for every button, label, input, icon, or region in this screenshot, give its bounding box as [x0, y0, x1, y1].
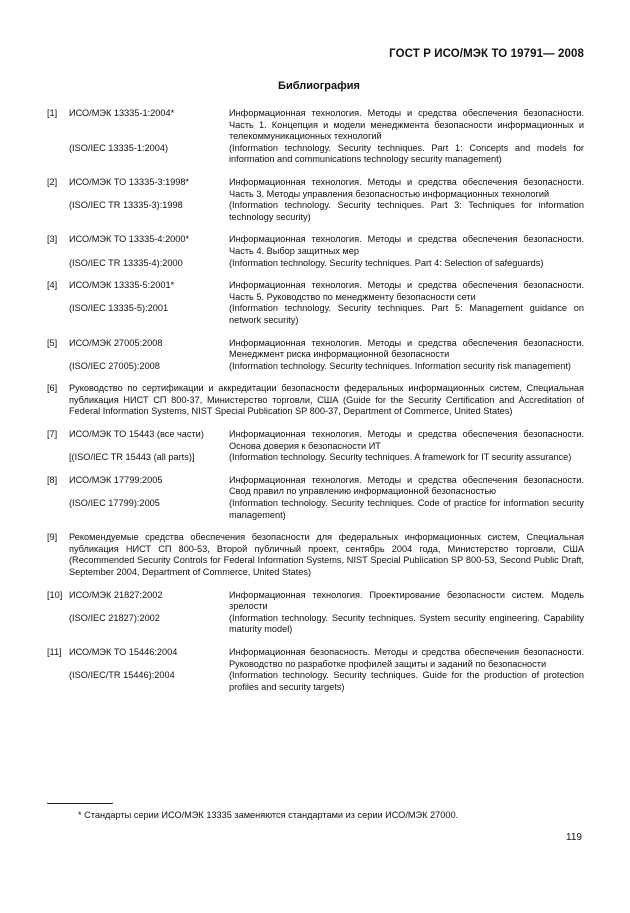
bib-entry-1: [47, 108, 584, 166]
bib-row: [47, 338, 584, 361]
standard-title: Информационная технология. Методы и средства обеспечения безопасности. Менеджмент риска информационной безопасности: [229, 337, 584, 360]
standard-title: Информационная технология. Методы и средства обеспечения безопасности. Свод правил по управлению информационной безопасностью: [229, 474, 584, 497]
bib-entry-3: [47, 234, 584, 269]
bib-row: [47, 143, 584, 166]
bib-row: [47, 108, 584, 143]
standard-title: Информационная технология. Методы и средства обеспечения безопасности. Часть 3. Методы управления безопасностью информационных технологий: [229, 176, 584, 199]
bib-row: [47, 613, 584, 636]
standard-code: ИСО/МЭК 13335-5:2001*: [69, 280, 175, 291]
standard-code: ИСО/МЭК ТО 13335-4:2000*: [69, 234, 190, 245]
entry-number: [2]: [47, 176, 58, 187]
bib-entry-2: [47, 177, 584, 223]
bib-row: [47, 429, 584, 452]
entry-number: [6]: [47, 383, 58, 394]
bibliography-title: Библиография: [278, 80, 360, 92]
bibliography-list: [47, 108, 584, 704]
standard-title: (Information technology. Security techniques. A framework for IT security assurance): [229, 452, 572, 463]
bib-entry-6: [47, 383, 584, 418]
reference-text: Руководство по сертификации и аккредитации безопасности федеральных информационных систем, Специальная публикация НИСТ СП 800-37, Министерство торговли, США (Guide for the Security Certification and Accreditation of Federal Information Systems, NIST Special Publication SP 800-37, Department of Commerce, United States): [69, 383, 584, 417]
bib-entry-9: [47, 532, 584, 578]
standard-title: (Information technology. Security techniques. Part 5: Management guidance on network security): [229, 303, 584, 325]
standard-title: (Information technology. Security techniques. Part 1: Concepts and models for information and communications technology security management): [229, 142, 584, 165]
standard-title: Информационная технология. Методы и средства обеспечения безопасности. Часть 5. Руководство по менеджменту безопасности сети: [229, 280, 584, 302]
standard-code: ИСО/МЭК 21827:2002: [69, 589, 163, 600]
bib-row: [47, 475, 584, 498]
standard-code: (ISO/IEC TR 13335-3):1998: [69, 200, 183, 211]
entry-number: [4]: [47, 280, 58, 291]
standard-title: Информационная технология. Методы и средства обеспечения безопасности. Основа доверия к безопасности ИТ: [229, 429, 584, 451]
bib-row: [47, 590, 584, 613]
standard-code: (ISO/IEC 17799):2005: [69, 498, 160, 509]
bib-row: [47, 200, 584, 223]
bib-row: [47, 498, 584, 521]
bib-row: [47, 234, 584, 257]
standard-title: Информационная безопасность. Методы и средства обеспечения безопасности. Руководство по разработке профилей защиты и заданий по безопасности: [229, 646, 584, 669]
entry-number: [3]: [47, 234, 58, 245]
standard-code: (ISO/IEC 21827):2002: [69, 612, 160, 623]
reference-text: Рекомендуемые средства обеспечения безопасности для федеральных информационных систем, Специальная публикация НИСТ СП 800-53, Второй публичный проект, сентябрь 2004 года, Министерство торговли, США (Recommended Security Controls for Federal Information Systems, NIST Special Publication SP 800-53, Second Public Draft, September 2004, Department of Commerce, United States): [69, 532, 584, 577]
standard-code: (ISO/IEC 13335-1:2004): [69, 142, 169, 153]
standard-title: (Information technology. Security techniques. Information security risk management): [229, 360, 571, 371]
entry-number: [5]: [47, 337, 58, 348]
bib-entry-7: [47, 429, 584, 464]
bib-row: [47, 280, 584, 303]
standard-code: ИСО/МЭК ТО 15446:2004: [69, 646, 178, 657]
standard-code: (ISO/IEC 13335-5):2001: [69, 303, 169, 314]
standard-title: Информационная технология. Проектирование безопасности систем. Модель зрелости: [229, 589, 584, 612]
page-header: ГОСТ Р ИСО/МЭК ТО 19791— 2008: [389, 48, 584, 60]
bib-row: [47, 452, 584, 464]
entry-number: [11]: [47, 646, 62, 657]
footnote: * Стандарты серии ИСО/МЭК 13335 заменяются стандартами из серии ИСО/МЭК 27000.: [78, 810, 459, 820]
bib-row: [47, 361, 584, 373]
bib-row: [47, 532, 584, 578]
bib-entry-11: [47, 647, 584, 693]
standard-title: (Information technology. Security techniques. Part 3: Techniques for information technology security): [229, 200, 584, 222]
entry-number: [8]: [47, 474, 58, 485]
standard-code: ИСО/МЭК 13335-1:2004*: [69, 108, 175, 118]
standard-code: (ISO/IEC/TR 15446):2004: [69, 670, 175, 681]
standard-title: (Information technology. Security techniques. Part 4: Selection of safeguards): [229, 257, 544, 268]
bib-row: [47, 258, 584, 270]
entry-number: [1]: [47, 108, 58, 118]
standard-code: ИСО/МЭК 17799:2005: [69, 474, 163, 485]
standard-code: ИСО/МЭК ТО 15443 (все части): [69, 429, 204, 440]
standard-title: Информационная технология. Методы и средства обеспечения безопасности. Часть 4. Выбор защитных мер: [229, 234, 584, 256]
standard-code: [(ISO/IEC TR 15443 (all parts)]: [69, 452, 195, 463]
standard-title: Информационная технология. Методы и средства обеспечения безопасности. Часть 1. Концепция и модели менеджмента безопасности информационных и телекоммуникационных технологий: [229, 108, 584, 142]
standard-title: (Information technology. Security techniques. System security engineering. Capability maturity model): [229, 612, 584, 635]
entry-number: [7]: [47, 429, 58, 440]
bib-row: [47, 177, 584, 200]
bib-entry-10: [47, 590, 584, 636]
bib-row: [47, 303, 584, 326]
bib-entry-4: [47, 280, 584, 326]
standard-code: (ISO/IEC TR 13335-4):2000: [69, 257, 183, 268]
standard-title: (Information technology. Security techniques. Code of practice for information security management): [229, 498, 584, 520]
entry-number: [10]: [47, 589, 63, 600]
standard-code: ИСО/МЭК 27005:2008: [69, 337, 163, 348]
standard-code: (ISO/IEC 27005):2008: [69, 360, 160, 371]
footnote-divider: [47, 803, 113, 804]
bib-entry-8: [47, 475, 584, 521]
bib-row: [47, 647, 584, 670]
bib-entry-5: [47, 338, 584, 373]
standard-title: (Information technology. Security techniques. Guide for the production of protection profiles and security targets): [229, 670, 584, 692]
page-number: 119: [566, 832, 582, 843]
standard-code: ИСО/МЭК ТО 13335-3:1998*: [69, 176, 190, 187]
bib-row: [47, 383, 584, 418]
entry-number: [9]: [47, 532, 58, 543]
bib-row: [47, 670, 584, 693]
